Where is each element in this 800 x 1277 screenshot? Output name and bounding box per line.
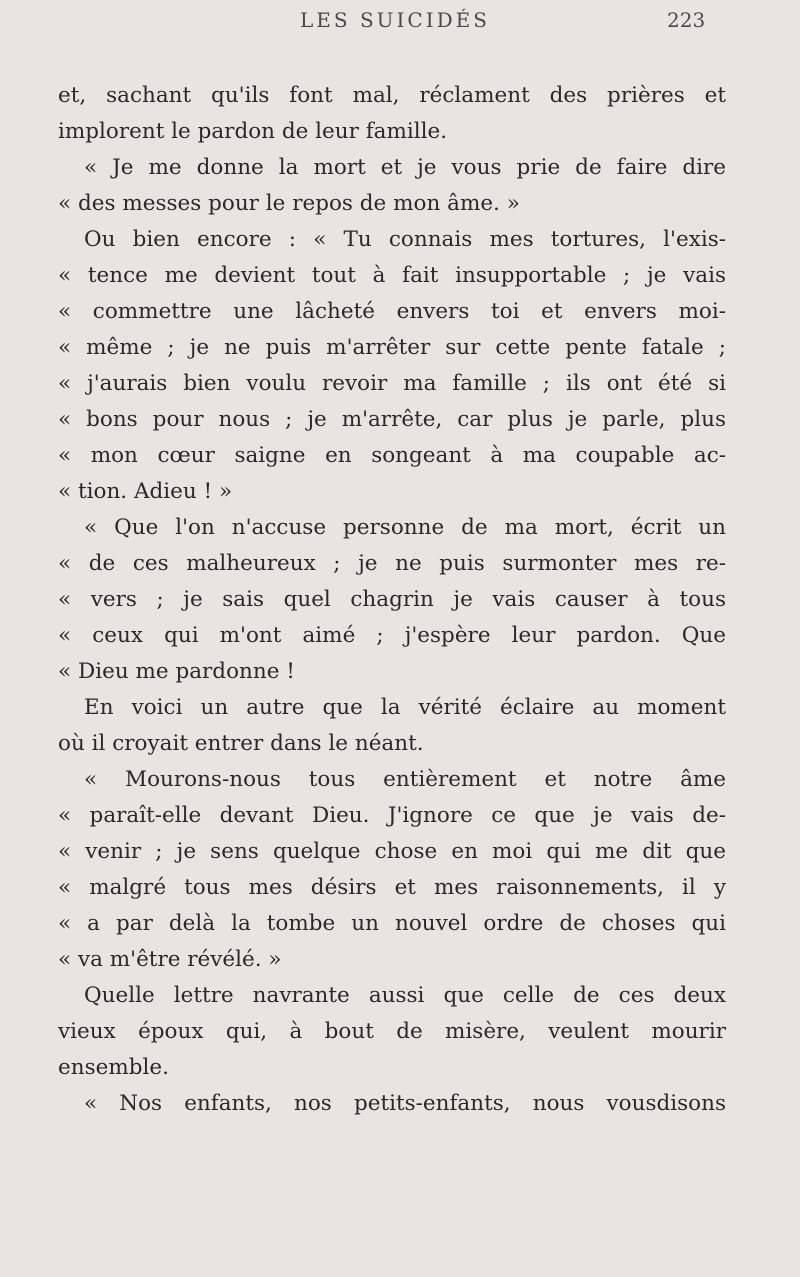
text-line: « malgré tous mes désirs et mes raisonnements, il y: [58, 875, 726, 900]
text-line: « venir ; je sens quelque chose en moi qui me dit que: [58, 839, 726, 864]
text-line: « commettre une lâcheté envers toi et envers moi-: [58, 299, 726, 324]
text-line: ensemble.: [58, 1055, 169, 1080]
text-line: « vers ; je sais quel chagrin je vais causer à tous: [58, 587, 726, 612]
text-line: « tion. Adieu ! »: [58, 479, 233, 504]
text-line: « bons pour nous ; je m'arrête, car plus je parle, plus: [58, 407, 726, 432]
text-line: « même ; je ne puis m'arrêter sur cette pente fatale ;: [58, 335, 726, 360]
page-header: [0, 6, 800, 42]
text-line: « de ces malheureux ; je ne puis surmonter mes re-: [58, 551, 726, 576]
text-line: où il croyait entrer dans le néant.: [58, 731, 424, 756]
text-line: et, sachant qu'ils font mal, réclament des prières et: [58, 83, 726, 108]
text-line: « Je me donne la mort et je vous prie de faire dire: [84, 155, 726, 180]
text-line: « a par delà la tombe un nouvel ordre de choses qui: [58, 911, 726, 936]
text-line: En voici un autre que la vérité éclaire au moment: [84, 695, 726, 720]
text-line: « mon cœur saigne en songeant à ma coupable ac-: [58, 443, 726, 468]
text-line: Ou bien encore : « Tu connais mes tortures, l'exis-: [84, 227, 726, 252]
text-line: « Que l'on n'accuse personne de ma mort, écrit un: [84, 515, 726, 540]
text-line: « j'aurais bien voulu revoir ma famille ; ils ont été si: [58, 371, 726, 396]
text-line: « va m'être révélé. »: [58, 947, 282, 972]
page-number: 223: [667, 8, 706, 32]
text-line: « paraît-elle devant Dieu. J'ignore ce que je vais de-: [58, 803, 726, 828]
text-line: « ceux qui m'ont aimé ; j'espère leur pardon. Que: [58, 623, 726, 648]
text-line: « tence me devient tout à fait insupportable ; je vais: [58, 263, 726, 288]
running-head: LES SUICIDÉS: [300, 8, 490, 32]
text-line: « des messes pour le repos de mon âme. »: [58, 191, 520, 216]
text-line: « Mourons-nous tous entièrement et notre âme: [84, 767, 726, 792]
text-line: implorent le pardon de leur famille.: [58, 119, 448, 144]
text-line: « Nos enfants, nos petits-enfants, nous vousdisons: [84, 1091, 726, 1116]
text-line: Quelle lettre navrante aussi que celle de ces deux: [84, 983, 726, 1008]
text-line: vieux époux qui, à bout de misère, veulent mourir: [58, 1019, 726, 1044]
text-line: « Dieu me pardonne !: [58, 659, 295, 684]
